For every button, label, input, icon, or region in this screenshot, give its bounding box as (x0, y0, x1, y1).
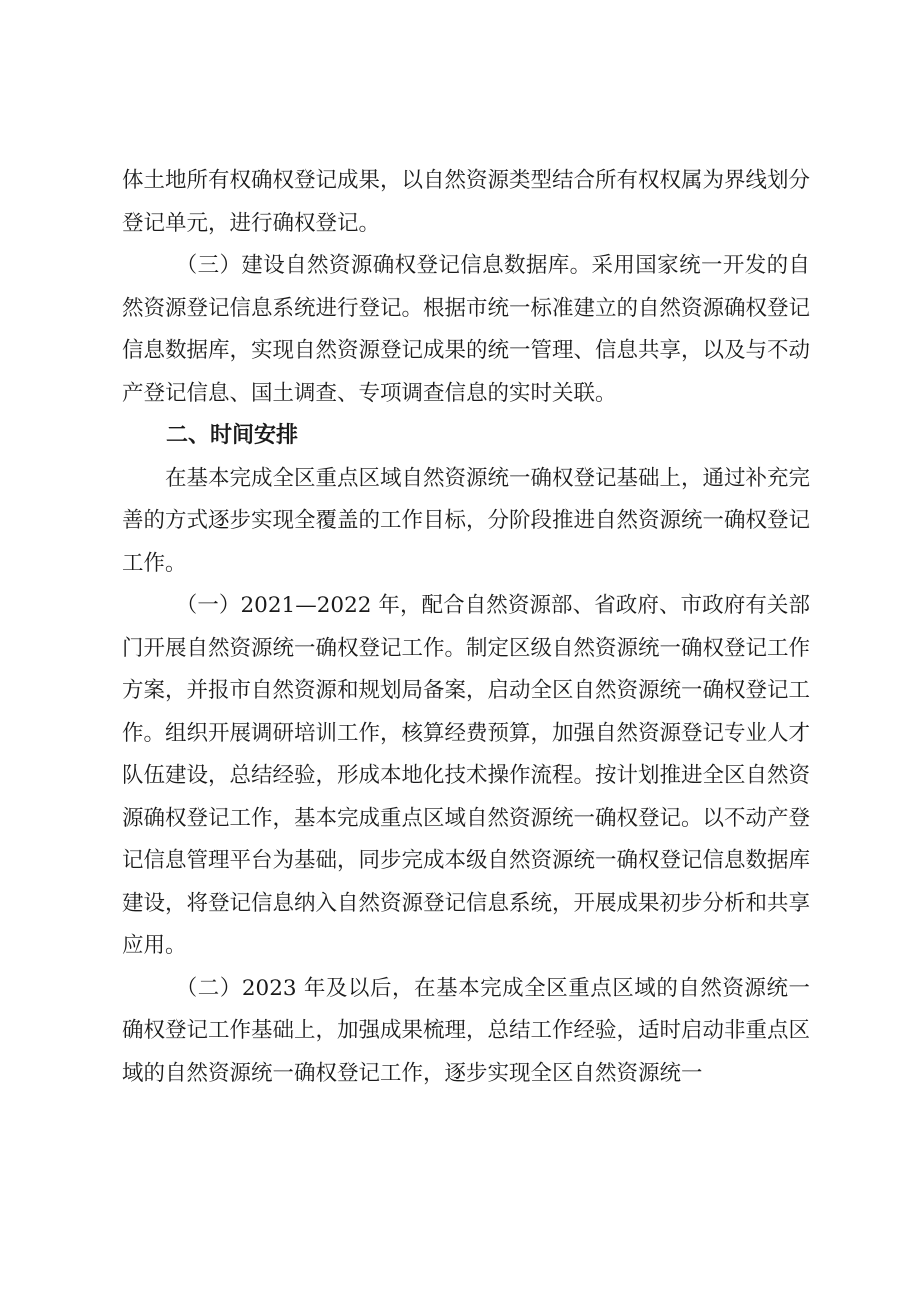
paragraph-section-intro: 在基本完成全区重点区域自然资源统一确权登记基础上，通过补充完善的方式逐步实现全覆盖的工作目标，分阶段推进自然资源统一确权登记工作。 (122, 465, 811, 576)
paragraph-phase-1: （一）2021—2022 年，配合自然资源部、省政府、市政府有关部门开展自然资源统一确权登记工作。制定区级自然资源统一确权登记工作方案，并报市自然资源和规划局备案，启动全区自然资源统一确权登记工作。组织开展调研培训工作，核算经费预算，加强自然资源登记专业人才队伍建设，总结经验，形成本地化技术操作流程。按计划推进全区自然资源确权登记工作，基本完成重点区域自然资源统一确权登记。以不动产登记信息管理平台为基础，同步完成本级自然资源统一确权登记信息数据库建设，将登记信息纳入自然资源登记信息系统，开展成果初步分析和共享应用。 (122, 593, 811, 958)
paragraph-item-3: （三）建设自然资源确权登记信息数据库。采用国家统一开发的自然资源登记信息系统进行登记。根据市统一标准建立的自然资源确权登记信息数据库，实现自然资源登记成果的统一管理、信息共享，以及与不动产登记信息、国土调查、专项调查信息的实时关联。 (122, 253, 811, 406)
section-heading-time-schedule: 二、时间安排 (166, 423, 299, 448)
document-body (122, 160, 810, 1095)
paragraph-continued: 体土地所有权确权登记成果，以自然资源类型结合所有权权属为界线划分登记单元，进行确权登记。 (122, 168, 811, 236)
paragraph-phase-2: （二）2023 年及以后，在基本完成全区重点区域的自然资源统一确权登记工作基础上，加强成果梳理，总结工作经验，适时启动非重点区域的自然资源统一确权登记工作，逐步实现全区自然资源统一 (122, 975, 811, 1086)
